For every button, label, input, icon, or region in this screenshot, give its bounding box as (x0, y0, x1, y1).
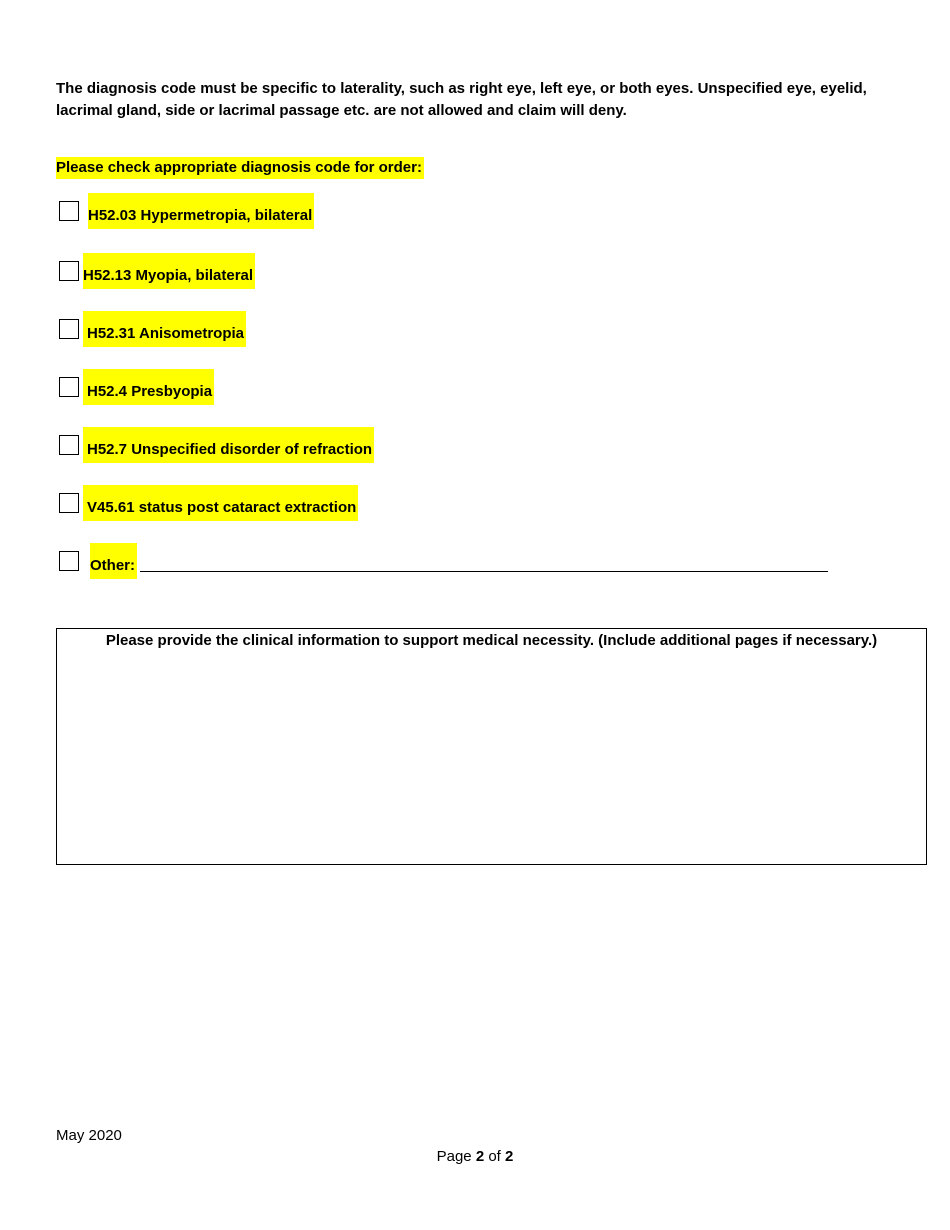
checkbox-h52-31[interactable] (59, 319, 79, 339)
page-current: 2 (475, 1148, 485, 1165)
page-of: of (488, 1148, 501, 1165)
footer-date: May 2020 (56, 1127, 122, 1144)
page-number (0, 1147, 950, 1167)
option-label-h52-7: H52.7 Unspecified disorder of refraction (83, 427, 374, 463)
option-label-h52-31: H52.31 Anisometropia (83, 311, 246, 347)
diagnosis-prompt: Please check appropriate diagnosis code for order: (56, 157, 424, 179)
option-label-v45-61: V45.61 status post cataract extraction (83, 485, 358, 521)
laterality-notice: The diagnosis code must be specific to laterality, such as right eye, left eye, or both eyes. Unspecified eye, eyelid, lacrimal gland, side or lacrimal passage etc. are not allowed and claim will deny. (56, 80, 867, 119)
page-prefix: Page (436, 1148, 472, 1165)
option-label-h52-4: H52.4 Presbyopia (83, 369, 214, 405)
checkbox-other[interactable] (59, 551, 79, 571)
clinical-information-title: Please provide the clinical information to support medical necessity. (Include additional pages if necessary.) (105, 632, 878, 649)
checkbox-h52-03[interactable] (59, 201, 79, 221)
option-label-h52-03: H52.03 Hypermetropia, bilateral (88, 193, 314, 229)
checkbox-v45-61[interactable] (59, 493, 79, 513)
checkbox-h52-4[interactable] (59, 377, 79, 397)
other-input-line[interactable] (140, 571, 828, 572)
clinical-information-box[interactable] (56, 628, 927, 865)
other-label: Other: (90, 543, 137, 579)
option-label-h52-13: H52.13 Myopia, bilateral (83, 253, 255, 289)
checkbox-h52-13[interactable] (59, 261, 79, 281)
checkbox-h52-7[interactable] (59, 435, 79, 455)
page-total: 2 (505, 1148, 514, 1165)
diagnosis-option-other (59, 543, 839, 579)
